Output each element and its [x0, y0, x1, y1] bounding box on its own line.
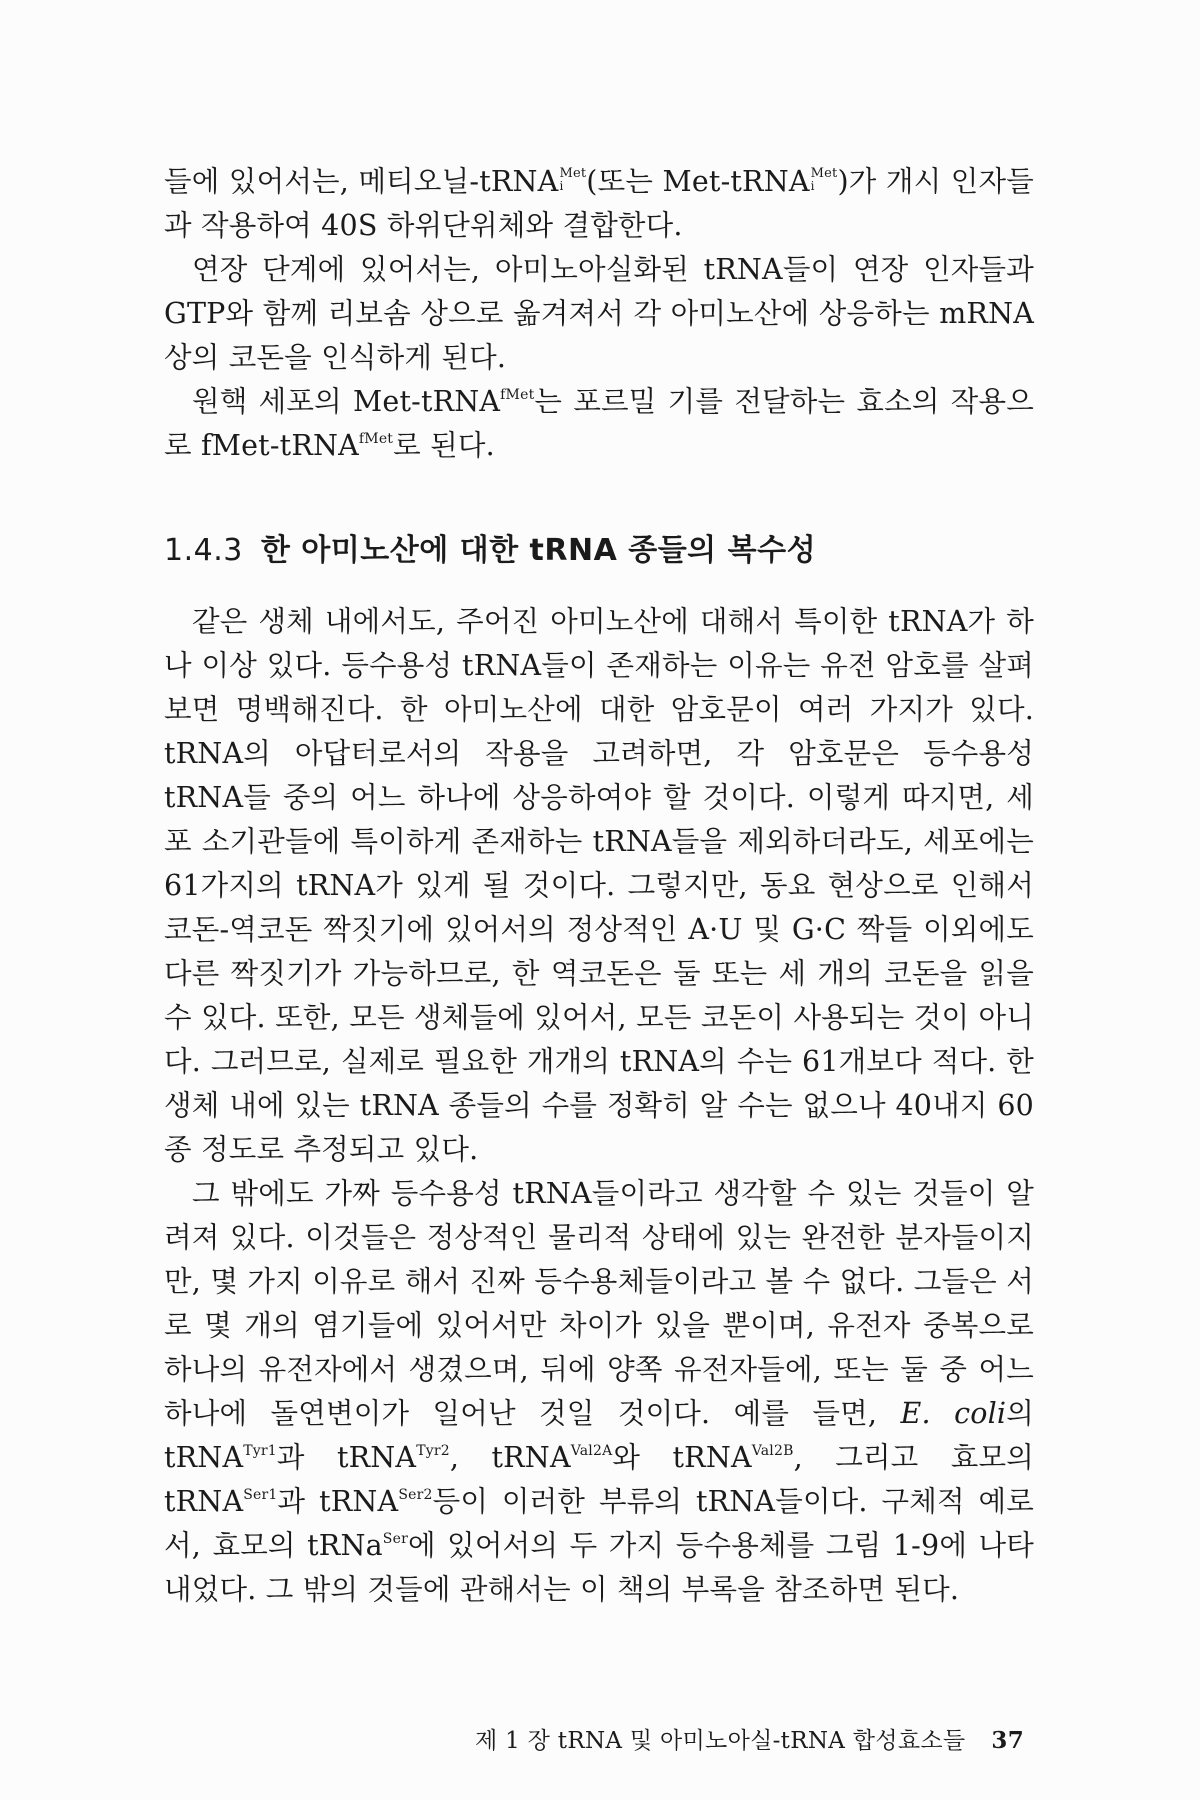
page-number: 37 — [991, 1727, 1024, 1754]
text-run: (또는 Met-tRNA — [586, 165, 810, 198]
sup-text: Tyr1 — [243, 1443, 277, 1459]
paragraph-1 — [164, 160, 1034, 248]
paragraph-4: 같은 생체 내에서도, 주어진 아미노산에 대해서 특이한 tRNA가 하나 이상 있다. 등수용성 tRNA들이 존재하는 이유는 유전 암호를 살펴보면 명백해진다. 한 아미노산에 대한 암호문이 여러 가지가 있다. tRNA의 아답터로서의 작용을 고려하면, 각 암호문은 등수용성 tRNA들 중의 어느 하나에 상응하여야 할 것이다. 이렇게 따지면, 세포 소기관들에 특이하게 존재하는 tRNA들을 제외하더라도, 세포에는 61가지의 tRNA가 있게 될 것이다. 그렇지만, 동요 현상으로 인해서 코돈-역코돈 짝짓기에 있어서의 정상적인 A·U 및 G·C 짝들 이외에도 다른 짝짓기가 가능하므로, 한 역코돈은 둘 또는 세 개의 코돈을 읽을 수 있다. 또한, 모든 생체들에 있어서, 모든 코돈이 사용되는 것이 아니다. 그러므로, 실제로 필요한 개개의 tRNA의 수는 61개보다 적다. 한 생체 내에 있는 tRNA 종들의 수를 정확히 알 수는 없으나 40내지 60종 정도로 추정되고 있다. — [164, 605, 1034, 1166]
sup-text: Met — [559, 165, 587, 181]
text-run: 에 있어서의 두 가지 등수용체를 그림 1-9에 나타내었다. 그 밖의 것들에 관해서는 이 책의 부록을 참조하면 된다. — [164, 1529, 1034, 1606]
sup-text: Val2B — [751, 1443, 794, 1459]
sup-text: Tyr2 — [416, 1443, 450, 1459]
text-run: 과 tRNA — [276, 1441, 417, 1474]
intro-text — [164, 160, 1034, 468]
superscript-stack — [559, 165, 587, 193]
paragraph-3 — [164, 380, 1034, 468]
text-run: 등이 이러한 부류의 tRNA들이다. 구체적 예로서, 효모의 tRNa — [164, 1485, 1034, 1562]
text-run: )가 개시 인자들과 작용하여 40S 하위단위체와 결합한다. — [164, 165, 1034, 242]
paragraph-2: 연장 단계에 있어서는, 아미노아실화된 tRNA들이 연장 인자들과 GTP와 함께 리보솜 상으로 옮겨져서 각 아미노산에 상응하는 mRNA 상의 코돈을 인식하게 된다. — [164, 253, 1034, 374]
sub-text: i — [559, 178, 564, 193]
text-run: 는 포르밀 기를 전달하는 효소의 작용으로 fMet-tRNA — [164, 385, 1034, 462]
page-footer — [475, 1722, 1024, 1755]
sup-text: Ser1 — [243, 1487, 278, 1503]
text-run: 들에 있어서는, 메티오닐-tRNA — [164, 165, 559, 198]
sup-text: fMet — [358, 431, 394, 447]
section-title: 한 아미노산에 대한 tRNA 종들의 복수성 — [260, 533, 817, 568]
paragraph-5 — [164, 1172, 1034, 1612]
sup-text: Val2A — [570, 1443, 613, 1459]
section-number: 1.4.3 — [164, 533, 243, 568]
text-run: 과 tRNA — [277, 1485, 399, 1518]
text-run: , tRNA — [449, 1441, 571, 1474]
sup-text: Met — [810, 165, 838, 181]
sub-text: i — [810, 178, 815, 193]
section-heading — [164, 525, 816, 569]
text-run: , 그리고 효모의 tRNA — [164, 1441, 1034, 1518]
sup-text: Ser2 — [398, 1487, 433, 1503]
text-run: 로 된다. — [393, 429, 495, 462]
running-footer-chapter: 제 1 장 tRNA 및 아미노아실-tRNA 합성효소들 — [474, 1728, 966, 1754]
superscript-stack — [810, 165, 838, 193]
text-run: 그 밖에도 가짜 등수용성 tRNA들이라고 생각할 수 있는 것들이 알려져 있다. 이것들은 정상적인 물리적 상태에 있는 완전한 분자들이지만, 몇 가지 이유로 해서 진짜 등수용체들이라고 볼 수 없다. 그들은 서로 몇 개의 염기들에 있어서만 차이가 있을 뿐이며, 유전자 중복으로 하나의 유전자에서 생겼으며, 뒤에 양쪽 유전자들에, 또는 둘 중 어느 하나에 돌연변이가 일어난 것일 것이다. 예를 들면, — [164, 1177, 1034, 1430]
sup-text: fMet — [500, 387, 535, 403]
text-run: 와 tRNA — [612, 1441, 752, 1474]
sup-text: Ser — [382, 1531, 408, 1547]
text-run: 의 tRNA — [164, 1397, 1034, 1474]
text-run: 원핵 세포의 Met-tRNA — [192, 385, 501, 418]
species-name: E. coli — [900, 1397, 1007, 1430]
body-text — [164, 600, 1034, 1612]
